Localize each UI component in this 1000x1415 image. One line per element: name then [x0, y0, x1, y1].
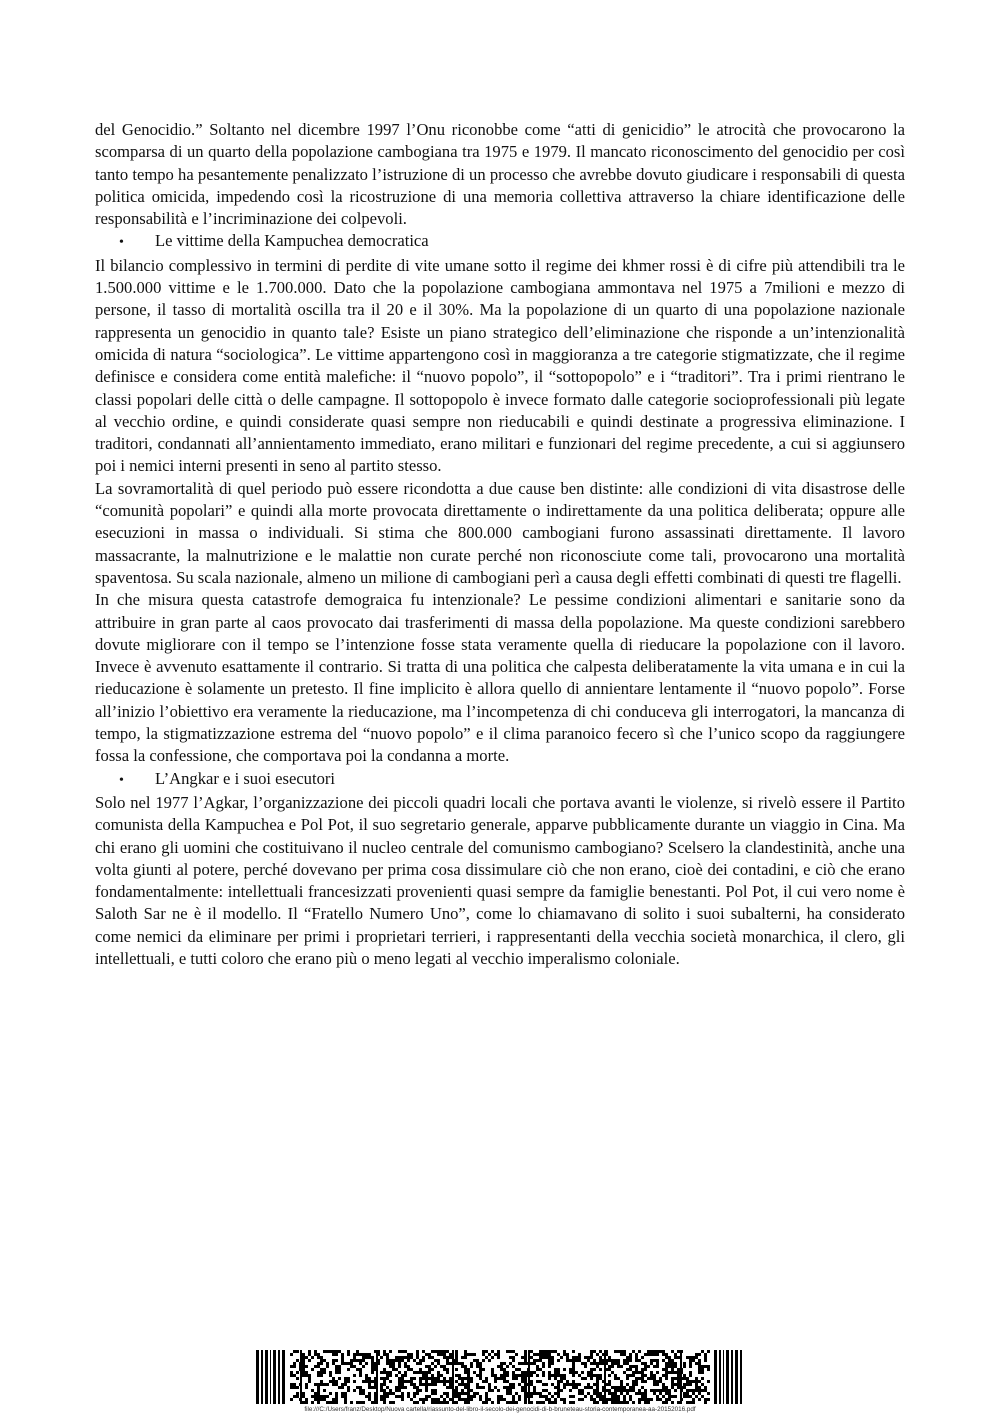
barcode-icon — [256, 1350, 744, 1404]
bullet-heading-text: L’Angkar e i suoi esecutori — [155, 768, 336, 788]
bullet-heading-victims — [95, 230, 905, 254]
paragraph-overmortality: La sovramortalità di quel periodo può essere ricondotta a due cause ben distinte: alle condizioni di vita disastrose delle “comunità popolari” e quindi alla morte provocata direttamente o indirettamente da una politica deliberata; oppure alle esecuzioni in massa o individuali. Si stima che 800.000 cambogiani furono assassinati direttamente. Il lavoro massacrante, la malnutrizione e le malattie non curate perché non riconosciute come tali, provocarono una mortalità spaventosa. Su scala nazionale, almeno un milione di cambogiani perì a causa degli effetti combinati di questi tre flagelli. — [95, 478, 905, 587]
bullet-icon: • — [119, 772, 124, 788]
paragraph-intentionality: In che misura questa catastrofe demograica fu intenzionale? Le pessime condizioni alimentari e sanitarie sono da attribuire in gran parte al caos provocato dai trasferimenti di massa della popolazione. Ma queste condizioni sarebbero dovute migliorare con il tempo se l’intenzione fosse stata veramente quella di rieducare la popolazione con il lavoro. Invece è avvenuto esattamente il contrario. Si tratta di una politica che calpesta deliberatamente la vita umana e in cui la rieducazione è solamente un pretesto. Il fine implicito è allora quello di annientare lentamente il “nuovo popolo”. Forse all’inizio l’obiettivo era veramente la rieducazione, ma l’incompetenza di chi conduceva gli interrogatori, la mancanza di tempo, la stigmatizzazione estrema del “nuovo popolo” e il clima paranoico fecero sì che l’unico scopo da raggiungere fossa la confessione, che comportava poi la condanna a morte. — [95, 590, 905, 766]
paragraph-angkar: Solo nel 1977 l’Agkar, l’organizzazione dei piccoli quadri locali che portava avanti le violenze, si rivelò essere il Partito comunista della Kampuchea e Pol Pot, il suo segretario generale, apparve pubblicamente durante un viaggio in Cina. Ma chi erano gli uomini che costituivano il nucleo centrale del comunismo cambogiano? Scelsero la clandestinità, anche una volta giunti al potere, perché dovevano per prima cosa dissimulare ciò che non erano, cioè dei contadini, e ciò che erano fondamentalmente: intellettuali francesizzati provenienti quasi sempre da famiglie benestanti. Pol Pot, il cui vero nome è Saloth Sar ne è il modello. Il “Fratello Numero Uno”, come lo chiamavano di solito i suoi subalterni, ha considerato come nemici da eliminare per primi i proprietari terrieri, i rappresentanti della vecchia società monarchica, il clero, gli intellettuali, e tutti coloro che erano più o meno legati al vecchio imperalismo coloniale. — [95, 792, 905, 968]
page-footer — [0, 1350, 1000, 1413]
bullet-heading-text: Le vittime della Kampuchea democratica — [155, 231, 429, 251]
bullet-icon: • — [119, 235, 124, 251]
bullet-heading-angkar — [95, 768, 905, 792]
paragraph-genocide-recognition: del Genocidio.” Soltanto nel dicembre 1997 l’Onu riconobbe come “atti di genicidio” le atrocità che provocarono la scomparsa di un quarto della popolazione cambogiana tra 1975 e 1979. Il mancato riconoscimento del genocidio per così tanto tempo ha pesantemente penalizzato l’istruzione di un processo che avrebbe dovuto giudicare i responsabili di questa politica omicida, impedendo così la ricostruzione di una memoria collettiva attraverso la chiare identificazione delle responsabilità e l’incriminazione dei colpevoli. — [95, 120, 905, 229]
file-path-text: file:///C:/Users/franz/Desktop/Nuova cartella/riassunto-del-libro-il-secolo-dei-genocidi-di-b-bruneteau-storia-contemporanea-aa-20152016.pdf — [304, 1406, 696, 1413]
document-body — [95, 119, 905, 970]
paragraph-victims-balance: Il bilancio complessivo in termini di perdite di vite umane sotto il regime dei khmer rossi è di cifre più attendibili tra le 1.500.000 vittime e le 1.700.000. Dato che la popolazione cambogiana ammontava nel 1975 a 7milioni e mezzo di persone, il tasso di mortalità oscilla tra il 20 e il 30%. Ma la popolazione di un quarto di una popolazione nazionale rappresenta un genocidio in quanto tale? Esiste un piano strategico dell’eliminazione che risponde a un’intenzionalità omicida di natura “sociologica”. Le vittime appartengono così in maggioranza a tre categorie stigmatizzate, che il regime definisce e considera come entità malefiche: il “nuovo popolo”, il “sottopopolo” e i “traditori”. Tra i primi rientrano le classi popolari delle città o delle campagne. Il sottopopolo è invece formato dalle categorie socioprofessionali più legate al vecchio ordine, e quindi considerate quasi sempre non rieducabili e quindi destinate a progressiva eliminazione. I traditori, condannati all’annientamento immediato, erano militari e funzionari del regime precedente, a cui si aggiunsero poi i nemici interni presenti in seno al partito stesso. — [95, 255, 905, 476]
